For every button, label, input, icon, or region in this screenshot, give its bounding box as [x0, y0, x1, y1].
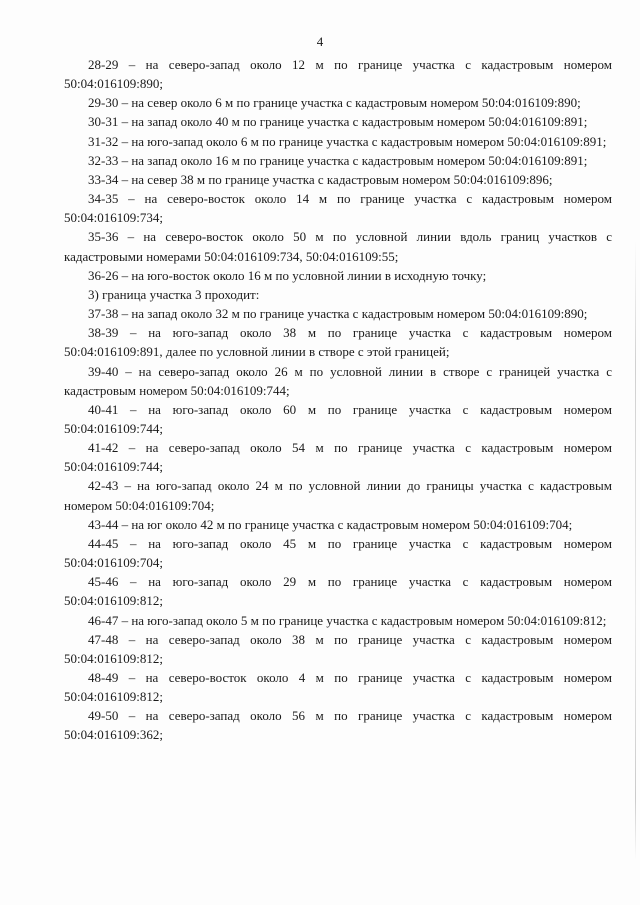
- boundary-paragraph: 38-39 – на юго-запад около 38 м по границе участка с кадастровым номером 50:04:016109:891, далее по условной линии в створе с этой границей;: [64, 325, 612, 360]
- boundary-paragraph: 36-26 – на юго-восток около 16 м по условной линии в исходную точку;: [88, 267, 487, 283]
- boundary-paragraph: 43-44 – на юг около 42 м по границе участка с кадастровым номером 50:04:016109:704;: [88, 516, 573, 532]
- boundary-paragraph: 45-46 – на юго-запад около 29 м по границе участка с кадастровым номером 50:04:016109:812;: [64, 574, 612, 609]
- boundary-paragraph: 35-36 – на северо-восток около 50 м по условной линии вдоль границ участков с кадастровыми номерами 50:04:016109:734, 50:04:016109:55;: [64, 229, 612, 264]
- boundary-paragraph: 34-35 – на северо-восток около 14 м по границе участка с кадастровым номером 50:04:016109:734;: [64, 191, 612, 226]
- boundary-paragraph: 33-34 – на север 38 м по границе участка с кадастровым номером 50:04:016109:896;: [88, 171, 553, 187]
- boundary-paragraph: 49-50 – на северо-запад около 56 м по границе участка с кадастровым номером 50:04:016109:362;: [64, 708, 612, 743]
- scan-edge-shadow: [635, 240, 636, 860]
- boundary-paragraph: 37-38 – на запад около 32 м по границе участка с кадастровым номером 50:04:016109:890;: [88, 306, 588, 322]
- boundary-paragraph: 41-42 – на северо-запад около 54 м по границе участка с кадастровым номером 50:04:016109:744;: [64, 440, 612, 475]
- boundary-paragraph: 39-40 – на северо-запад около 26 м по условной линии в створе с границей участка с кадастровым номером 50:04:016109:744;: [64, 363, 612, 398]
- boundary-paragraph: 30-31 – на запад около 40 м по границе участка с кадастровым номером 50:04:016109:891;: [88, 114, 588, 130]
- page-number: 4: [316, 34, 324, 49]
- boundary-paragraph: 47-48 – на северо-запад около 38 м по границе участка с кадастровым номером 50:04:016109:812;: [64, 631, 612, 666]
- boundary-paragraph: 28-29 – на северо-запад около 12 м по границе участка с кадастровым номером 50:04:016109:890;: [64, 57, 612, 92]
- boundary-paragraph: 40-41 – на юго-запад около 60 м по границе участка с кадастровым номером 50:04:016109:744;: [64, 401, 612, 436]
- boundary-paragraph: 32-33 – на запад около 16 м по границе участка с кадастровым номером 50:04:016109:891;: [88, 152, 588, 168]
- document-body: [64, 55, 612, 745]
- boundary-paragraph: 31-32 – на юго-запад около 6 м по границе участка с кадастровым номером 50:04:016109:891;: [88, 133, 607, 149]
- section-heading: 3) граница участка 3 проходит:: [88, 286, 260, 302]
- boundary-paragraph: 42-43 – на юго-запад около 24 м по условной линии до границы участка с кадастровым номером 50:04:016109:704;: [64, 478, 612, 513]
- boundary-paragraph: 46-47 – на юго-запад около 5 м по границе участка с кадастровым номером 50:04:016109:812;: [88, 612, 607, 628]
- boundary-paragraph: 44-45 – на юго-запад около 45 м по границе участка с кадастровым номером 50:04:016109:704;: [64, 535, 612, 571]
- boundary-paragraph: 48-49 – на северо-восток около 4 м по границе участка с кадастровым номером 50:04:016109:812;: [64, 670, 612, 705]
- boundary-paragraph: 29-30 – на север около 6 м по границе участка с кадастровым номером 50:04:016109:890;: [88, 95, 581, 111]
